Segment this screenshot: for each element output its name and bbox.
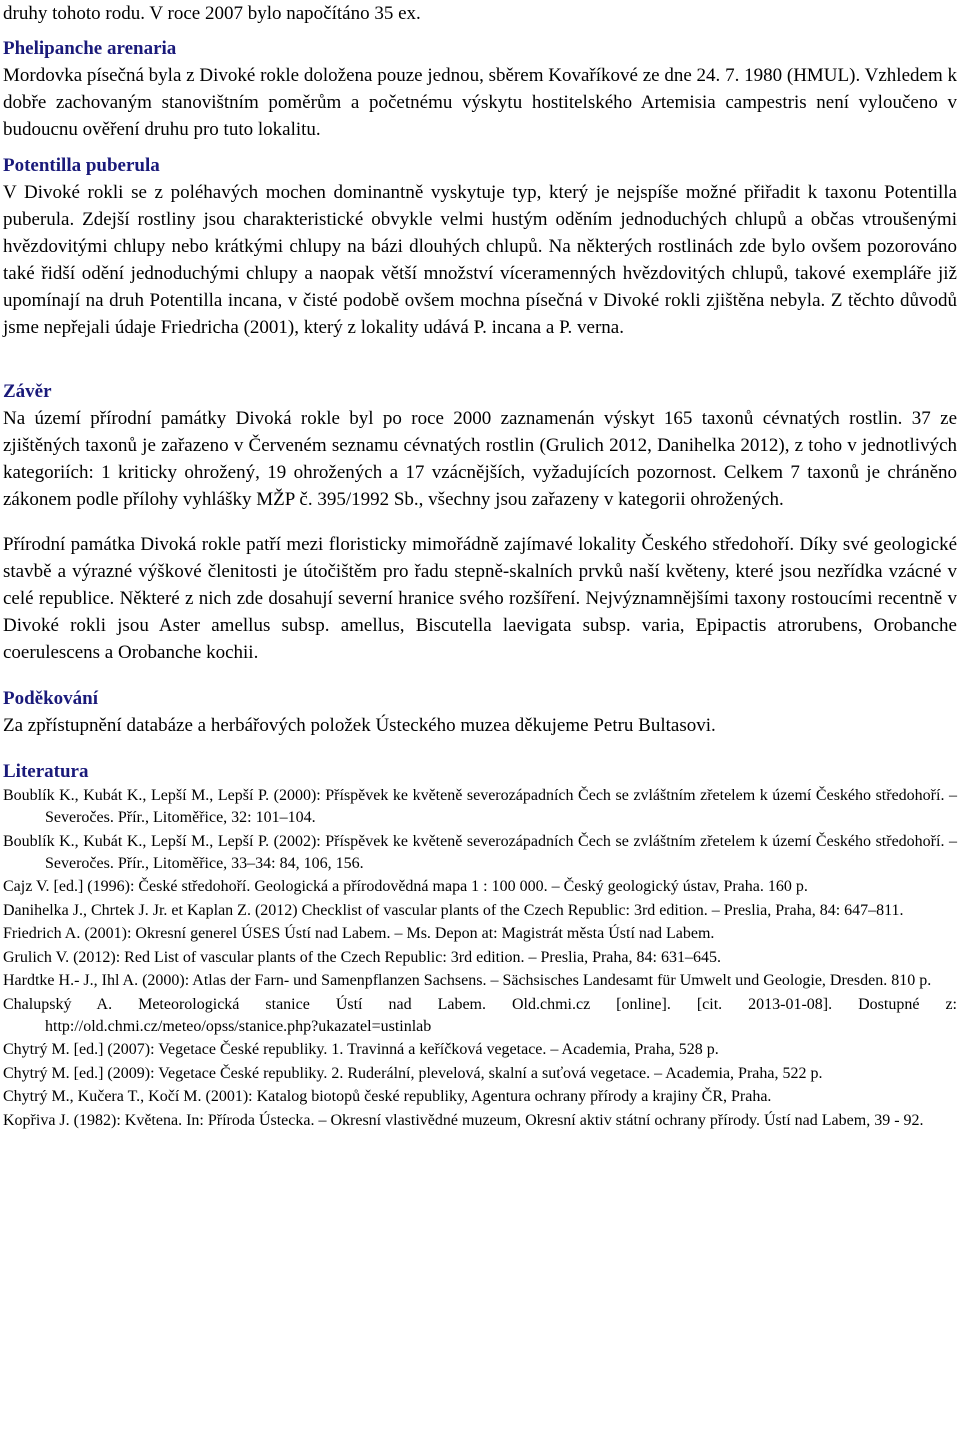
heading-potentilla: Potentilla puberula [3,155,160,176]
reference-item: Chalupský A. Meteorologická stanice Ústí nad Labem. Old.chmi.cz [online]. [cit. 2013-01-08]. Dostupné z: http://old.chmi.cz/meteo/opss/stanice.php?ukazatel=ustinlab [3,995,957,1035]
reference-item: Hardtke H.- J., Ihl A. (2000): Atlas der Farn- und Samenpflanzen Sachsens. – Sächsisches Landesamt für Umwelt und Geologie, Dresden. 810 p. [3,972,932,989]
reference-item: Chytrý M. [ed.] (2007): Vegetace České republiky. 1. Travinná a keříčková vegetace. – Academia, Praha, 528 p. [3,1041,719,1058]
section-podekovani [3,685,957,739]
heading-phelipanche: Phelipanche arenaria [3,38,177,59]
section-zaver [3,378,957,666]
reference-item: Kopřiva J. (1982): Květena. In: Příroda Ústecka. – Okresní vlastivědné muzeum, Okresní aktiv státní ochrany přírody. Ústí nad Labem, 39 - 92. [3,1111,924,1129]
reference-item: Grulich V. (2012): Red List of vascular plants of the Czech Republic: 3rd edition. – Preslia, Praha, 84: 631–645. [3,948,721,966]
heading-zaver: Závěr [3,381,52,402]
section-potentilla [3,152,957,341]
heading-literatura: Literatura [3,761,89,782]
section-phelipanche [3,35,957,143]
reference-item: Chytrý M., Kučera T., Kočí M. (2001): Katalog biotopů české republiky, Agentura ochrany přírody a krajiny ČR, Praha. [3,1088,772,1105]
reference-item: Cajz V. [ed.] (1996): České středohoří. Geologická a přírodovědná mapa 1 : 100 000. – Český geologický ústav, Praha. 160 p. [3,878,808,895]
reference-item: Boublík K., Kubát K., Lepší M., Lepší P. (2002): Příspěvek ke květeně severozápadních Čech se zvláštním zřetelem k území Českého středohoří. – Severočes. Přír., Litoměřice, 33–34: 84, 106, 156. [3,832,957,872]
heading-podekovani: Poděkování [3,688,99,709]
paragraph-podekovani: Za zpřístupnění databáze a herbářových položek Ústeckého muzea děkujeme Petru Bultasovi. [3,715,716,736]
paragraph-phelipanche: Mordovka písečná byla z Divoké rokle doložena pouze jednou, sběrem Kovaříkové ze dne 24. 7. 1980 (HMUL). Vzhledem k dobře zachovaným stanovištním poměrům a početnému výskytu hostitelského Artemisia campestris není vyloučeno v budoucnu ověření druhu pro tuto lokalitu. [3,65,957,140]
paragraph-zaver-1: Na území přírodní památky Divoká rokle byl po roce 2000 zaznamenán výskyt 165 taxonů cévnatých rostlin. 37 ze zjištěných taxonů je zařazeno v Červeném seznamu cévnatých rostlin (Grulich 2012, Danihelka 2012), z toho v jednotlivých kategoriích: 1 kriticky ohrožený, 19 ohrožených a 17 vzácnějších, vyžadujících pozornost. Celkem 7 taxonů je chráněno zákonem podle přílohy vyhlášky MŽP č. 395/1992 Sb., všechny jsou zařazeny v kategorii ohrožených. [3,408,957,510]
reference-item: Boublík K., Kubát K., Lepší M., Lepší P. (2000): Příspěvek ke květeně severozápadních Čech se zvláštním zřetelem k území Českého středohoří. – Severočes. Přír., Litoměřice, 32: 101–104. [3,787,957,826]
reference-item: Danihelka J., Chrtek J. Jr. et Kaplan Z. (2012) Checklist of vascular plants of the Czech Republic: 3rd edition. – Preslia, Praha, 84: 647–811. [3,901,904,919]
reference-item: Chytrý M. [ed.] (2009): Vegetace České republiky. 2. Ruderální, plevelová, skalní a suťová vegetace. – Academia, Praha, 522 p. [3,1064,823,1082]
intro-text: druhy tohoto rodu. V roce 2007 bylo napočítáno 35 ex. [3,3,421,24]
document-page [3,0,957,1133]
reference-item: Friedrich A. (2001): Okresní generel ÚSES Ústí nad Labem. – Ms. Depon at: Magistrát města Ústí nad Labem. [3,925,715,942]
paragraph-zaver-2: Přírodní památka Divoká rokle patří mezi floristicky mimořádně zajímavé lokality Českého středohoří. Díky své geologické stavbě a výrazné výškové členitosti je útočištěm pro řadu stepně-skalních prvků naší květeny, které jsou nezřídka vzácné v celé republice. Některé z nich zde dosahují severní hranice svého rozšíření. Nejvýznamnějšími taxony rostoucími recentně v Divoké rokli jsou Aster amellus subsp. amellus, Biscutella laevigata subsp. varia, Epipactis atrorubens, Orobanche coerulescens a Orobanche kochii. [3,534,957,663]
reference-list [3,785,957,1132]
section-literatura [3,758,957,1132]
paragraph-potentilla: V Divoké rokli se z poléhavých mochen dominantně vyskytuje typ, který je nejspíše možné přiřadit k taxonu Potentilla puberula. Zdejší rostliny jsou charakteristické obvykle velmi hustým oděním jednoduchých chlupů a občas vtroušenými hvězdovitými chlupy nebo krátkými chlupy na bázi dlouhých chlupů. Na některých rostlinách zde bylo ovšem pozorováno také řidší odění jednoduchými chlupy a naopak větší množství víceramenných hvězdovitých chlupů, takové exempláře již upomínají na druh Potentilla incana, v čisté podobě ovšem mochna písečná v Divoké rokli zjištěna nebyla. Z těchto důvodů jsme nepřejali údaje Friedricha (2001), který z lokality udává P. incana a P. verna. [3,182,957,338]
